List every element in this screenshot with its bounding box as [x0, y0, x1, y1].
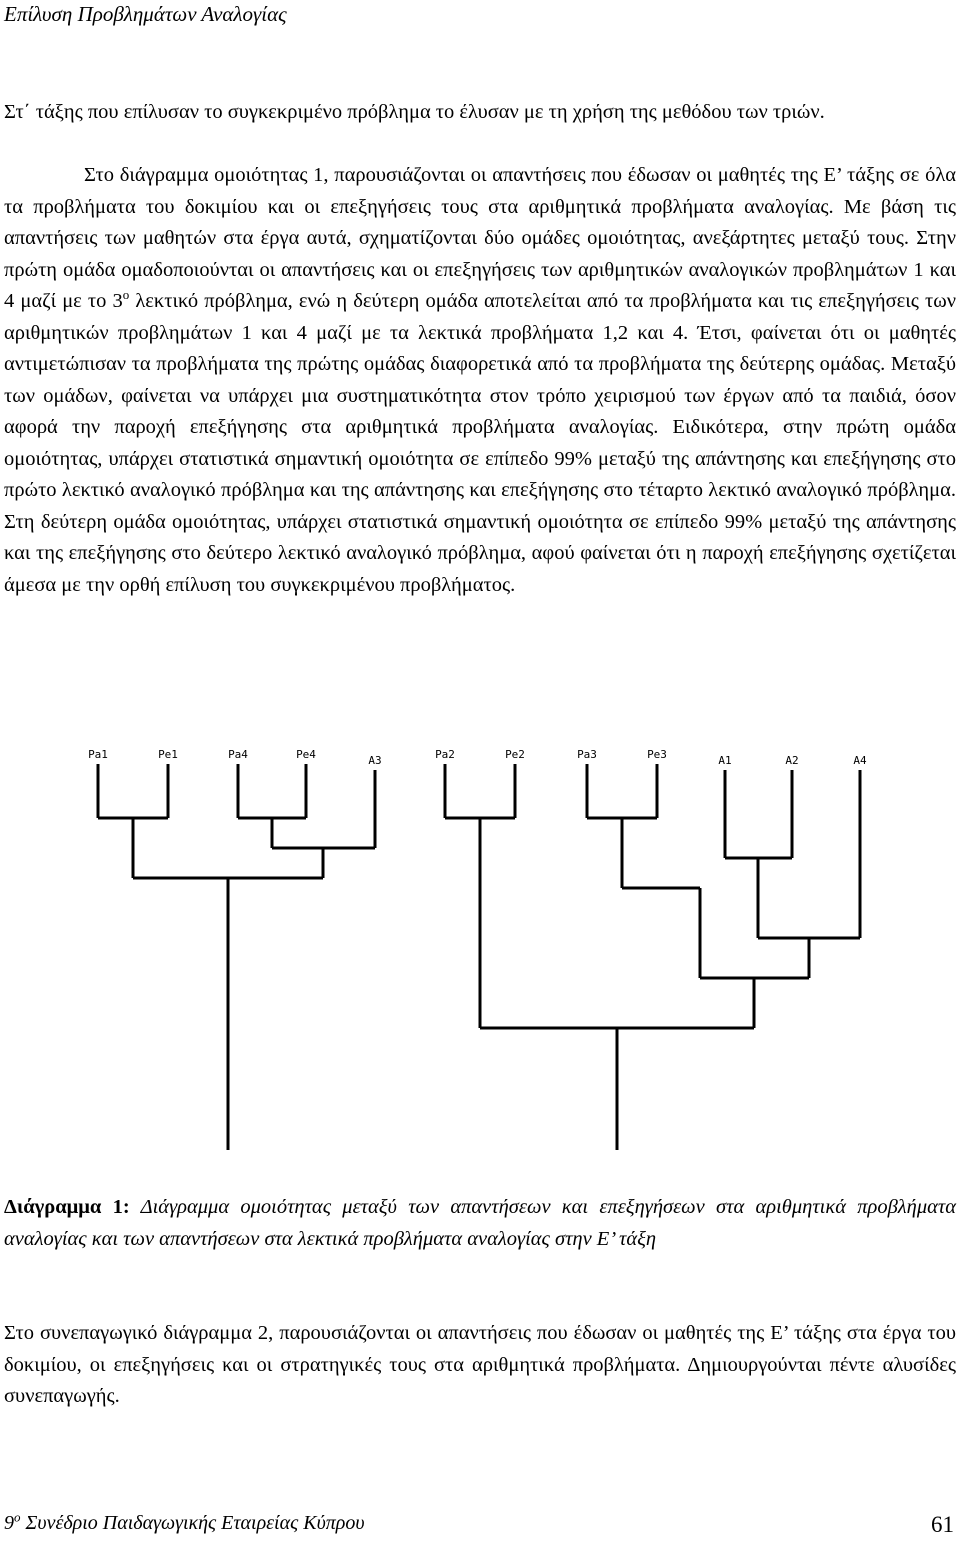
dendrogram-branches	[98, 764, 860, 1150]
leaf-label-a3: A3	[368, 754, 382, 767]
superscript: ο	[122, 287, 130, 303]
paragraph-1: Στ΄ τάξης που επίλυσαν το συγκεκριμένο πρόβλημα το έλυσαν με τη χρήση της μεθόδου των τριών.	[4, 101, 825, 123]
leaf-label-pe3: Pe3	[647, 748, 667, 761]
footer-text: Συνέδριο Παιδαγωγικής Εταιρείας Κύπρου	[20, 1512, 365, 1534]
leaf-label-pe2: Pe2	[505, 748, 525, 761]
footer-conference	[4, 1509, 365, 1535]
figure-caption	[4, 1192, 956, 1255]
leaf-label-pa4: Pa4	[228, 748, 248, 761]
footer-sup: ο	[14, 1509, 21, 1525]
leaf-label-a1: A1	[718, 754, 732, 767]
leaf-label-pa3: Pa3	[577, 748, 597, 761]
leaf-label-a2: A2	[785, 754, 799, 767]
leaf-label-pe1: Pe1	[158, 748, 178, 761]
caption-text: Διάγραμμα ομοιότητας μεταξύ των απαντήσεων και επεξηγήσεων στα αριθμητικά προβλήματα αναλογίας και των απαντήσεων στα λεκτικά προβλήματα αναλογίας στην Ε’ τάξη	[4, 1196, 956, 1250]
caption-label: Διάγραμμα 1:	[4, 1196, 130, 1218]
running-header: Επίλυση Προβλημάτων Αναλογίας	[4, 2, 287, 26]
paragraph-2-text-b: λεκτικό πρόβλημα, ενώ η δεύτερη ομάδα αποτελείται από τα προβλήματα και τις επεξηγήσεις των αριθμητικών προβλημάτων 1 και 4 μαζί με τα λεκτικά προβλήματα 1,2 και 4. Έτσι, φαίνεται ότι οι μαθητές αντιμετώπισαν τα προβλήματα της πρώτης ομάδας διαφορετικά από τα προβλήματα της δεύτερης ομάδας. Μεταξύ των ομάδων, φαίνεται να υπάρχει μια συστηματικότητα στον τρόπο χειρισμού των έργων από τα παιδιά, όσον αφορά την παροχή επεξήγησης στα αριθμητικά προβλήματα αναλογίας. Ειδικότερα, στην πρώτη ομάδα ομοιότητας, υπάρχει στατιστικά σημαντική ομοιότητα σε επίπεδο 99% μεταξύ της απάντησης και επεξήγησης στο πρώτο λεκτικό αναλογικό πρόβλημα και της απάντησης και επεξήγησης στο τέταρτο λεκτικό αναλογικό πρόβλημα. Στη δεύτερη ομάδα ομοιότητας, υπάρχει στατιστικά σημαντική ομοιότητα σε επίπεδο 99% μεταξύ της απάντησης και της επεξήγησης στο δεύτερο λεκτικό αναλογικό πρόβλημα, αφού φαίνεται ότι η παροχή επεξήγησης σχετίζεται άμεσα με την ορθή επίλυση του συγκεκριμένου προβλήματος.	[4, 290, 956, 596]
paragraph-2-text-a: Στο διάγραμμα ομοιότητας 1, παρουσιάζονται οι απαντήσεις που έδωσαν οι μαθητές της Ε’ τάξης σε όλα τα προβλήματα του δοκιμίου και οι επεξηγήσεις τους στα αριθμητικά προβλήματα αναλογίας. Με βάση τις απαντήσεις των μαθητών στα έργα αυτά, σχηματίζονται δύο ομάδες ομοιότητας, ανεξάρτητες μεταξύ τους. Στην πρώτη ομάδα ομαδοποιούνται οι απαντήσεις και οι επεξηγήσεις των αριθμητικών αναλογικών προβλημάτων 1 και 4 μαζί με το 3	[4, 164, 956, 312]
paragraph-3: Στο συνεπαγωγικό διάγραμμα 2, παρουσιάζονται οι απαντήσεις που έδωσαν οι μαθητές της Ε’ τάξης στα έργα του δοκιμίου, οι επεξηγήσεις και οι στρατηγικές τους στα αριθμητικά προβλήματα. Δημιουργούνται πέντε αλυσίδες συνεπαγωγής.	[4, 1322, 956, 1407]
paragraph-2	[4, 160, 956, 601]
leaf-label-pa1: Pa1	[88, 748, 108, 761]
footer-number: 9	[4, 1512, 14, 1534]
dendrogram	[60, 740, 900, 1180]
leaf-label-pe4: Pe4	[296, 748, 316, 761]
page-number: 61	[931, 1512, 954, 1537]
dendrogram-leaf-labels	[88, 748, 867, 767]
leaf-label-a4: A4	[853, 754, 867, 767]
leaf-label-pa2: Pa2	[435, 748, 455, 761]
